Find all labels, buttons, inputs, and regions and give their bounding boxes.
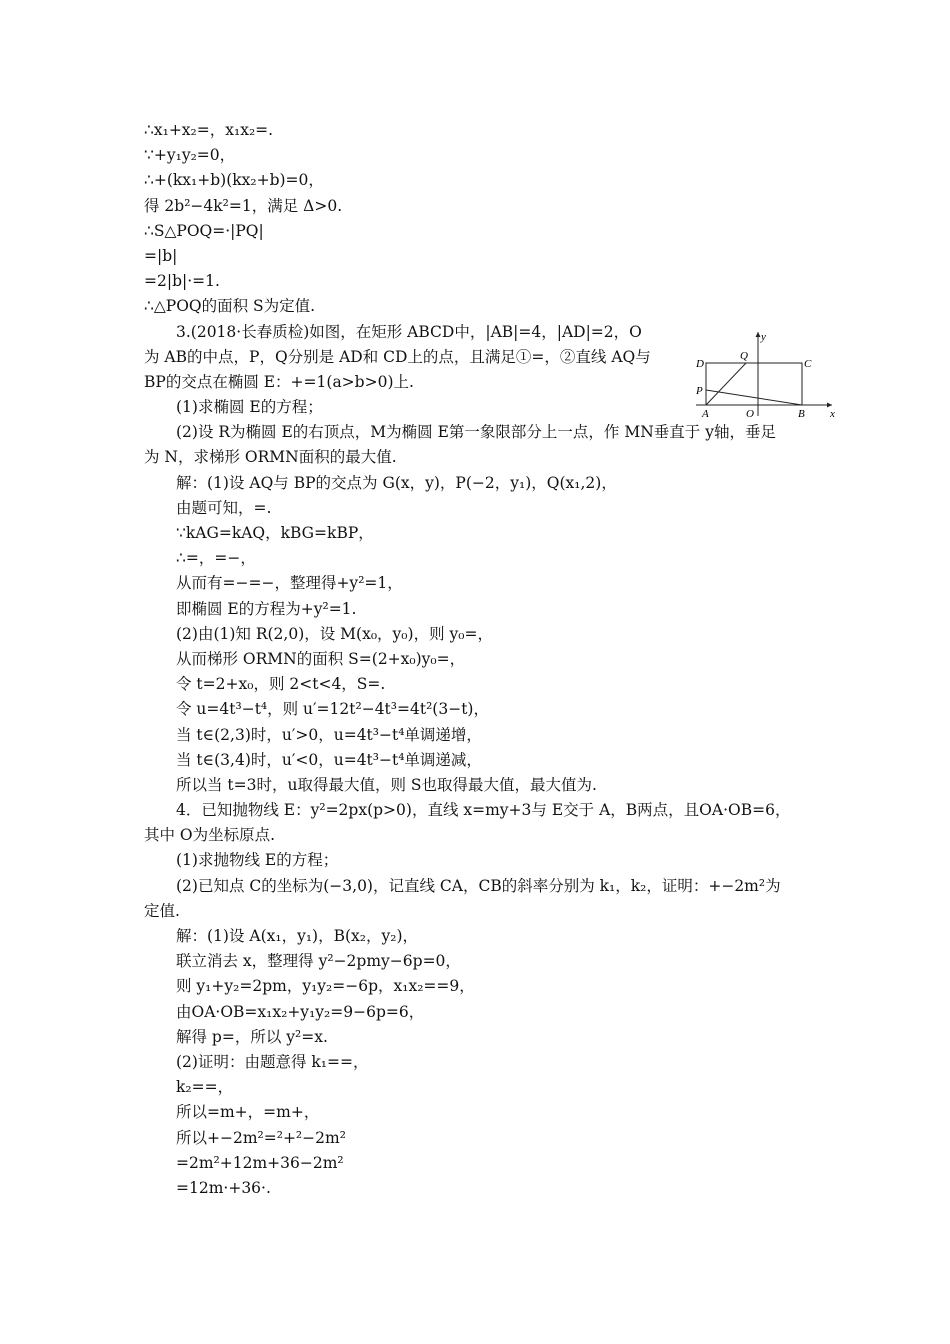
text-line: 所以+−2m²=²+²−2m²: [176, 1128, 346, 1147]
text-line: (1)求抛物线 E的方程；: [176, 851, 339, 870]
problem-3-heading: 3.(2018·长春质检)如图，在矩形 ABCD中，|AB|=4，|AD|=2，O: [176, 322, 642, 341]
text-line: 解得 p=，所以 y²=x.: [176, 1027, 328, 1046]
text-line: 其中 O为坐标原点.: [144, 826, 276, 845]
text-line: 由OA·OB=x₁x₂+y₁y₂=9−6p=6，: [176, 1002, 425, 1021]
text-line: ∴=，=−，: [176, 549, 256, 568]
label-c: C: [804, 358, 812, 370]
text-line: 即椭圆 E的方程为+y²=1.: [176, 599, 357, 618]
text-line: 当 t∈(3,4)时，u′<0，u=4t³−t⁴单调递减，: [176, 750, 482, 769]
text-line: =|b|: [144, 246, 178, 265]
y-axis-arrow: [756, 332, 761, 337]
text-line: 解：(1)设 A(x₁，y₁)，B(x₂，y₂)，: [176, 927, 419, 945]
label-a: A: [702, 408, 709, 420]
text-line: 定值.: [144, 901, 180, 920]
rectangle-abcd: [706, 363, 802, 405]
text-line: 解：(1)设 AQ与 BP的交点为 G(x，y)，P(−2，y₁)，Q(x₁,2)，: [176, 473, 617, 492]
line-aq: [706, 363, 746, 405]
text-line: k₂==，: [176, 1078, 234, 1097]
text-line: ∴+(kx₁+b)(kx₂+b)=0，: [144, 171, 324, 190]
text-line: 令 u=4t³−t⁴，则 u′=12t²−4t³=4t²(3−t)，: [176, 700, 489, 719]
text-line: (2)证明：由题意得 k₁==，: [176, 1052, 369, 1071]
text-line: 所以=m+，=m+，: [176, 1103, 320, 1122]
text-line: (2)由(1)知 R(2,0)，设 M(x₀，y₀)，则 y₀=，: [176, 624, 493, 643]
label-y: y: [761, 331, 766, 343]
text-line: (1)求椭圆 E的方程；: [176, 398, 323, 417]
text-line: ∵kAG=kAQ，kBG=kBP，: [176, 524, 374, 542]
text-line: =2m²+12m+36−2m²: [176, 1153, 344, 1172]
problem-4-heading: 4．已知抛物线 E：y²=2px(p>0)，直线 x=my+3与 E交于 A，B两点，且OA·OB=6，: [176, 801, 791, 820]
text-line: 所以当 t=3时，u取得最大值，则 S也取得最大值，最大值为.: [176, 775, 597, 794]
x-axis-arrow: [827, 403, 832, 408]
text-line: 得 2b²−4k²=1，满足 Δ>0.: [144, 196, 343, 215]
label-q: Q: [740, 350, 748, 362]
text-line: BP的交点在椭圆 E：+=1(a>b>0)上.: [144, 372, 414, 391]
text-line: (2)设 R为椭圆 E的右顶点，M为椭圆 E第一象限部分上一点，作 MN垂直于 y轴，垂足: [176, 423, 776, 442]
text-line: 当 t∈(2,3)时，u′>0，u=4t³−t⁴单调递增，: [176, 725, 482, 744]
text-line: ∴S△POQ=·|PQ|: [144, 221, 264, 240]
text-line: 则 y₁+y₂=2pm，y₁y₂=−6p，x₁x₂==9，: [176, 977, 475, 996]
rectangle-figure: [690, 328, 840, 420]
text-line: =12m·+36·.: [176, 1178, 271, 1197]
label-x: x: [830, 408, 835, 420]
label-o: O: [746, 408, 754, 420]
text-line: 为 AB的中点，P，Q分别是 AD和 CD上的点，且满足①=，②直线 AQ与: [144, 347, 651, 366]
text-line: 从而梯形 ORMN的面积 S=(2+x₀)y₀=，: [176, 649, 466, 668]
document-body: [144, 118, 824, 1201]
text-line: ∴x₁+x₂=，x₁x₂=.: [144, 121, 274, 139]
text-line: =2|b|·=1.: [144, 272, 220, 291]
label-d: D: [696, 358, 704, 370]
label-p: P: [696, 385, 703, 397]
text-line: ∵+y₁y₂=0，: [144, 146, 236, 165]
rectangle-diagram: [690, 328, 840, 420]
text-line: 由题可知，=.: [176, 498, 272, 517]
text-line: ∴△POQ的面积 S为定值.: [144, 297, 316, 316]
text-line: 从而有=−=−，整理得+y²=1，: [176, 574, 403, 593]
line-bp: [706, 390, 802, 405]
text-line: (2)已知点 C的坐标为(−3,0)，记直线 CA，CB的斜率分别为 k₁，k₂，证明：+−2m²为: [176, 876, 781, 895]
text-line: 为 N，求梯形 ORMN面积的最大值.: [144, 448, 397, 467]
text-line: 令 t=2+x₀，则 2<t<4，S=.: [176, 675, 386, 694]
label-b: B: [798, 408, 805, 420]
text-line: 联立消去 x，整理得 y²−2pmy−6p=0，: [176, 952, 461, 971]
